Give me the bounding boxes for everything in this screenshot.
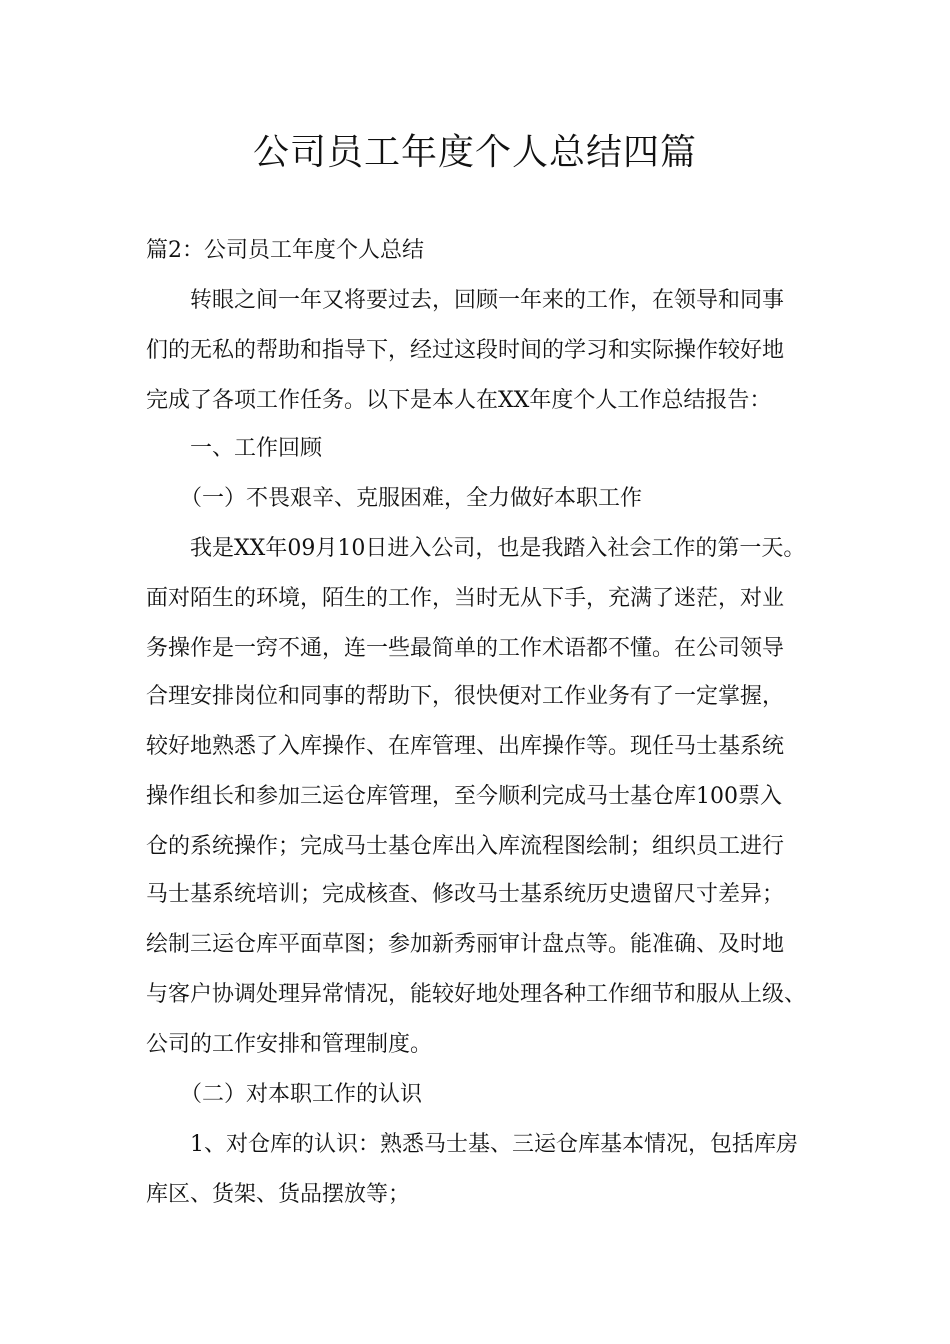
paragraph-line: 与客户协调处理异常情况，能较好地处理各种工作细节和服从上级、 bbox=[146, 982, 807, 1007]
paragraph-line: 操作组长和参加三运仓库管理，至今顺利完成马士基仓库100票入 bbox=[146, 784, 782, 809]
paragraph-line: 较好地熟悉了入库操作、在库管理、出库操作等。现任马士基系统 bbox=[146, 734, 785, 759]
paragraph-line: 1、对仓库的认识：熟悉马士基、三运仓库基本情况，包括库房 bbox=[190, 1132, 798, 1157]
paragraph-line: 们的无私的帮助和指导下，经过这段时间的学习和实际操作较好地 bbox=[146, 338, 785, 363]
subheading-work-review: 一、工作回顾 bbox=[190, 436, 323, 461]
paragraph-line: 完成了各项工作任务。以下是本人在XX年度个人工作总结报告： bbox=[146, 388, 772, 413]
section-heading: 篇2：公司员工年度个人总结 bbox=[146, 238, 424, 263]
paragraph-line: 转眼之间一年又将要过去，回顾一年来的工作，在领导和同事 bbox=[190, 288, 785, 313]
paragraph-line: 库区、货架、货品摆放等； bbox=[146, 1182, 411, 1207]
subheading-item-one: （一）不畏艰辛、克服困难，全力做好本职工作 bbox=[180, 486, 643, 511]
document-title: 公司员工年度个人总结四篇 bbox=[252, 132, 697, 173]
paragraph-line: 合理安排岗位和同事的帮助下，很快便对工作业务有了一定掌握， bbox=[146, 684, 785, 709]
paragraph-line: 公司的工作安排和管理制度。 bbox=[146, 1032, 433, 1057]
paragraph-line: 面对陌生的环境，陌生的工作，当时无从下手，充满了迷茫，对业 bbox=[146, 586, 785, 611]
paragraph-line: 绘制三运仓库平面草图；参加新秀丽审计盘点等。能准确、及时地 bbox=[146, 932, 785, 957]
paragraph-line: 务操作是一窍不通，连一些最简单的工作术语都不懂。在公司领导 bbox=[146, 636, 785, 661]
paragraph-line: 仓的系统操作；完成马士基仓库出入库流程图绘制；组织员工进行 bbox=[146, 834, 785, 859]
subheading-item-two: （二）对本职工作的认识 bbox=[180, 1082, 423, 1107]
paragraph-line: 我是XX年09月10日进入公司，也是我踏入社会工作的第一天。 bbox=[190, 536, 806, 561]
paragraph-line: 马士基系统培训；完成核查、修改马士基系统历史遗留尺寸差异； bbox=[146, 882, 785, 907]
